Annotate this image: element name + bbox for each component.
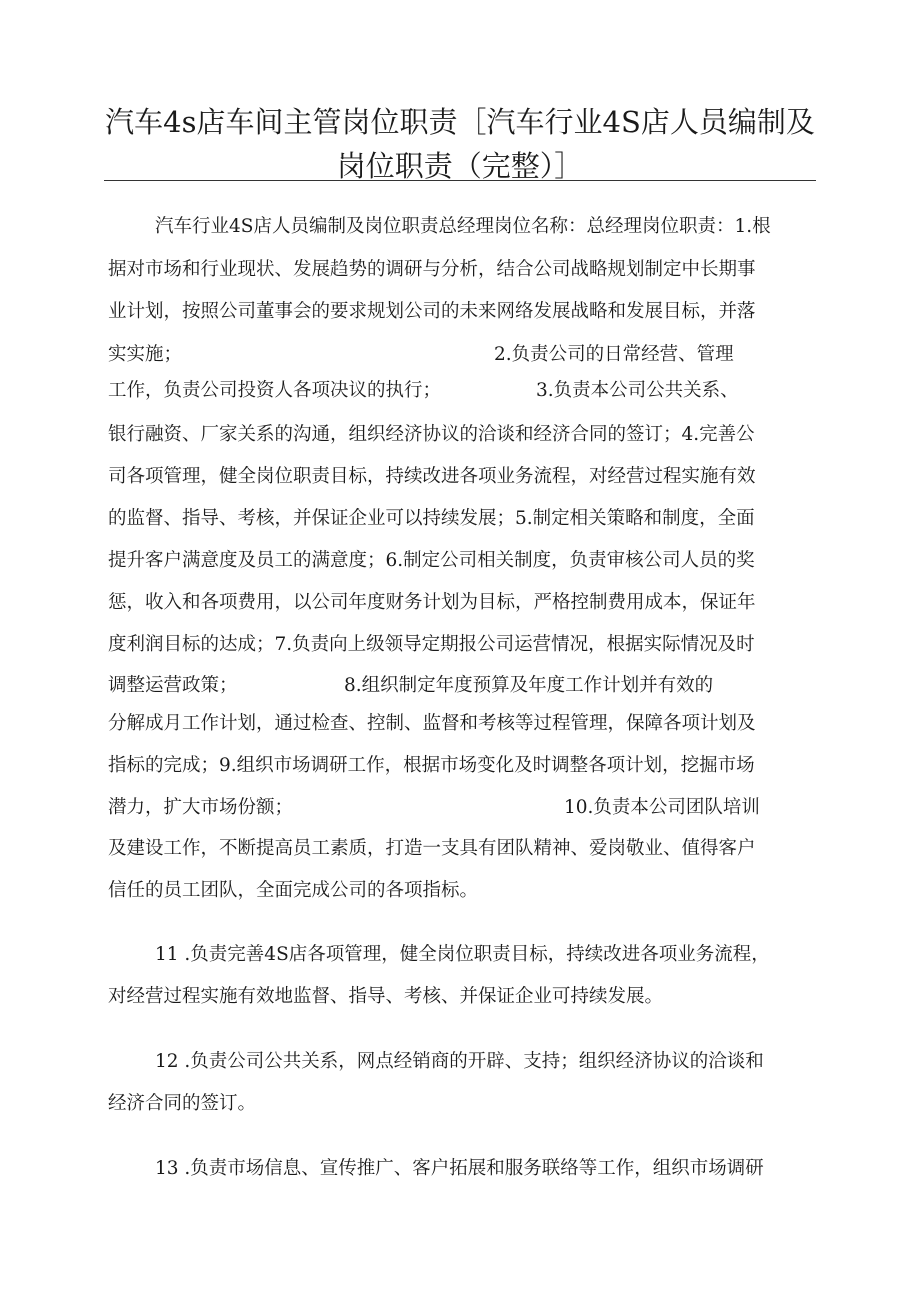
title-line-1: 汽车4s店车间主管岗位职责［汽车行业4S店人员编制及 [105,105,815,139]
paragraph-line: 及建设工作，不断提高员工素质，打造一支具有团队精神、爱岗敬业、值得客户 [108,838,756,859]
paragraph-line [108,376,739,406]
paragraph-line: 提升客户满意度及员工的满意度；6.制定公司相关制度，负责审核公司人员的奖 [108,550,755,571]
line-segment: 8.组织制定年度预算及年度工作计划并有效的 [344,675,714,696]
paragraph-line [108,671,714,701]
paragraph-line: 司各项管理，健全岗位职责目标，持续改进各项业务流程，对经营过程实施有效 [108,466,756,487]
paragraph-line: 分解成月工作计划，通过检查、控制、监督和考核等过程管理，保障各项计划及 [108,713,756,734]
paragraph-line: 经济合同的签订。 [108,1093,257,1114]
line-segment: 工作，负责公司投资人各项决议的执行； [108,380,442,401]
line-segment: 2.负责公司的日常经营、管理 [494,344,734,365]
line-segment: 10.负责本公司团队培训 [564,797,760,818]
paragraph-line: 据对市场和行业现状、发展趋势的调研与分析，结合公司战略规划制定中长期事 [108,259,756,280]
paragraph-line: 业计划，按照公司董事会的要求规划公司的未来网络发展战略和发展目标，并落 [108,301,756,322]
paragraph-line [108,340,734,370]
paragraph-line: 惩，收入和各项费用，以公司年度财务计划为目标，严格控制费用成本，保证年 [108,592,756,613]
paragraph-line: 13 .负责市场信息、宣传推广、客户拓展和服务联络等工作，组织市场调研 [155,1158,764,1179]
paragraph-line [108,793,760,823]
paragraph-line: 汽车行业4S店人员编制及岗位职责总经理岗位名称：总经理岗位职责：1.根 [155,216,771,237]
line-segment: 实实施； [108,344,183,365]
document-title [104,100,816,188]
title-divider [104,180,816,181]
title-line-2: 岗位职责（完整）］ [336,149,584,183]
paragraph-line: 对经营过程实施有效地监督、指导、考核、并保证企业可持续发展。 [108,986,664,1007]
paragraph-line: 的监督、指导、考核，并保证企业可以持续发展；5.制定相关策略和制度，全面 [108,508,755,529]
paragraph-line: 度利润目标的达成；7.负责向上级领导定期报公司运营情况，根据实际情况及时 [108,634,755,655]
line-segment: 调整运营政策； [108,675,238,696]
paragraph-line: 信任的员工团队，全面完成公司的各项指标。 [108,880,479,901]
line-segment: 潜力，扩大市场份额； [108,797,294,818]
paragraph-line: 银行融资、厂家关系的沟通，组织经济协议的洽谈和经济合同的签订；4.完善公 [108,424,755,445]
paragraph-line: 11 .负责完善4S店各项管理，健全岗位职责目标，持续改进各项业务流程， [155,944,770,965]
paragraph-line: 指标的完成；9.组织市场调研工作，根据市场变化及时调整各项计划，挖掘市场 [108,755,755,776]
paragraph-line: 12 .负责公司公共关系，网点经销商的开辟、支持；组织经济协议的洽谈和 [155,1051,764,1072]
line-segment: 3.负责本公司公共关系、 [536,380,739,401]
